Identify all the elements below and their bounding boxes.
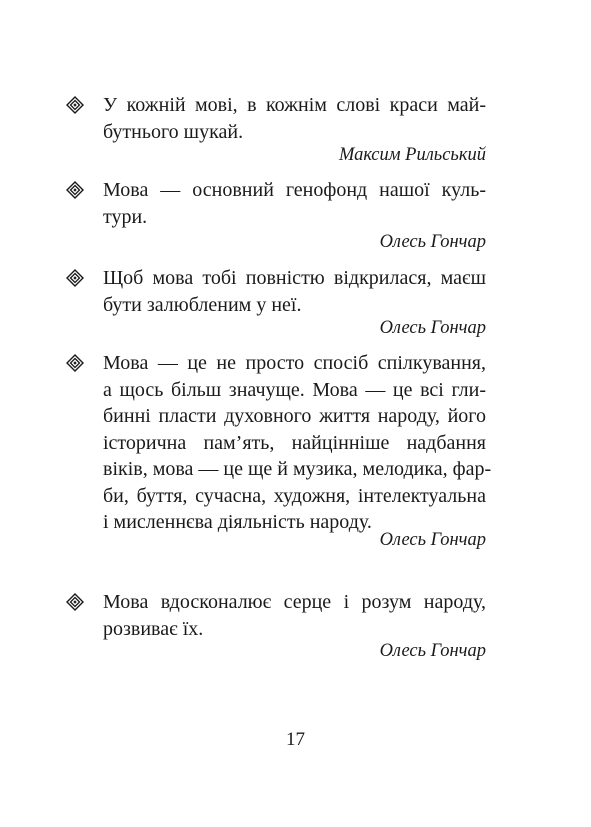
quote-line: Мова — це не просто спосіб спілкування, [103,352,486,374]
quote-line: бути залюбленим у неї. [103,293,302,316]
quote-author: Олесь Гончар [379,318,486,338]
quote-line: би, буття, сучасна, художня, інтелектуальна [103,484,486,507]
quote-line: У кожній мові, в кожнім слові краси май- [103,94,486,116]
quote-text [103,589,486,642]
quote-line: розвиває їх. [103,617,204,640]
quote-line: Мова — основний генофонд нашої куль- [103,179,486,201]
quote-author: Олесь Гончар [379,530,486,550]
quote-line: історична пам’ять, найцінніше надбання [103,431,486,454]
quote-line: Мова вдосконалює серце і розум народу, [103,591,486,613]
quote-author: Олесь Гончар [379,641,486,661]
quote-author: Максим Рильський [338,145,486,165]
quote-text [103,92,486,145]
quote-line: і мисленнєва діяльність народу. [103,511,372,533]
quote-line: а щось більш значуще. Мова — це всі гли- [103,378,486,401]
quote-text [103,177,486,230]
quote-line: віків, мова — це ще й музика, мелодика, фар- [103,458,492,480]
quote-text [103,265,486,318]
quote-line: бутнього шукай. [103,120,244,143]
quote-author: Олесь Гончар [379,232,486,252]
diamond-ornament-icon [66,269,84,287]
diamond-ornament-icon [66,96,84,114]
quote-text [103,350,492,536]
page-number: 17 [286,729,305,750]
diamond-ornament-icon [66,354,84,372]
diamond-ornament-icon [66,593,84,611]
diamond-ornament-icon [66,181,84,199]
quote-line: тури. [103,205,148,228]
quote-line: бинні пласти духовного життя народу, його [103,405,486,427]
quote-line: Щоб мова тобі повністю відкрилася, маєш [103,267,486,289]
